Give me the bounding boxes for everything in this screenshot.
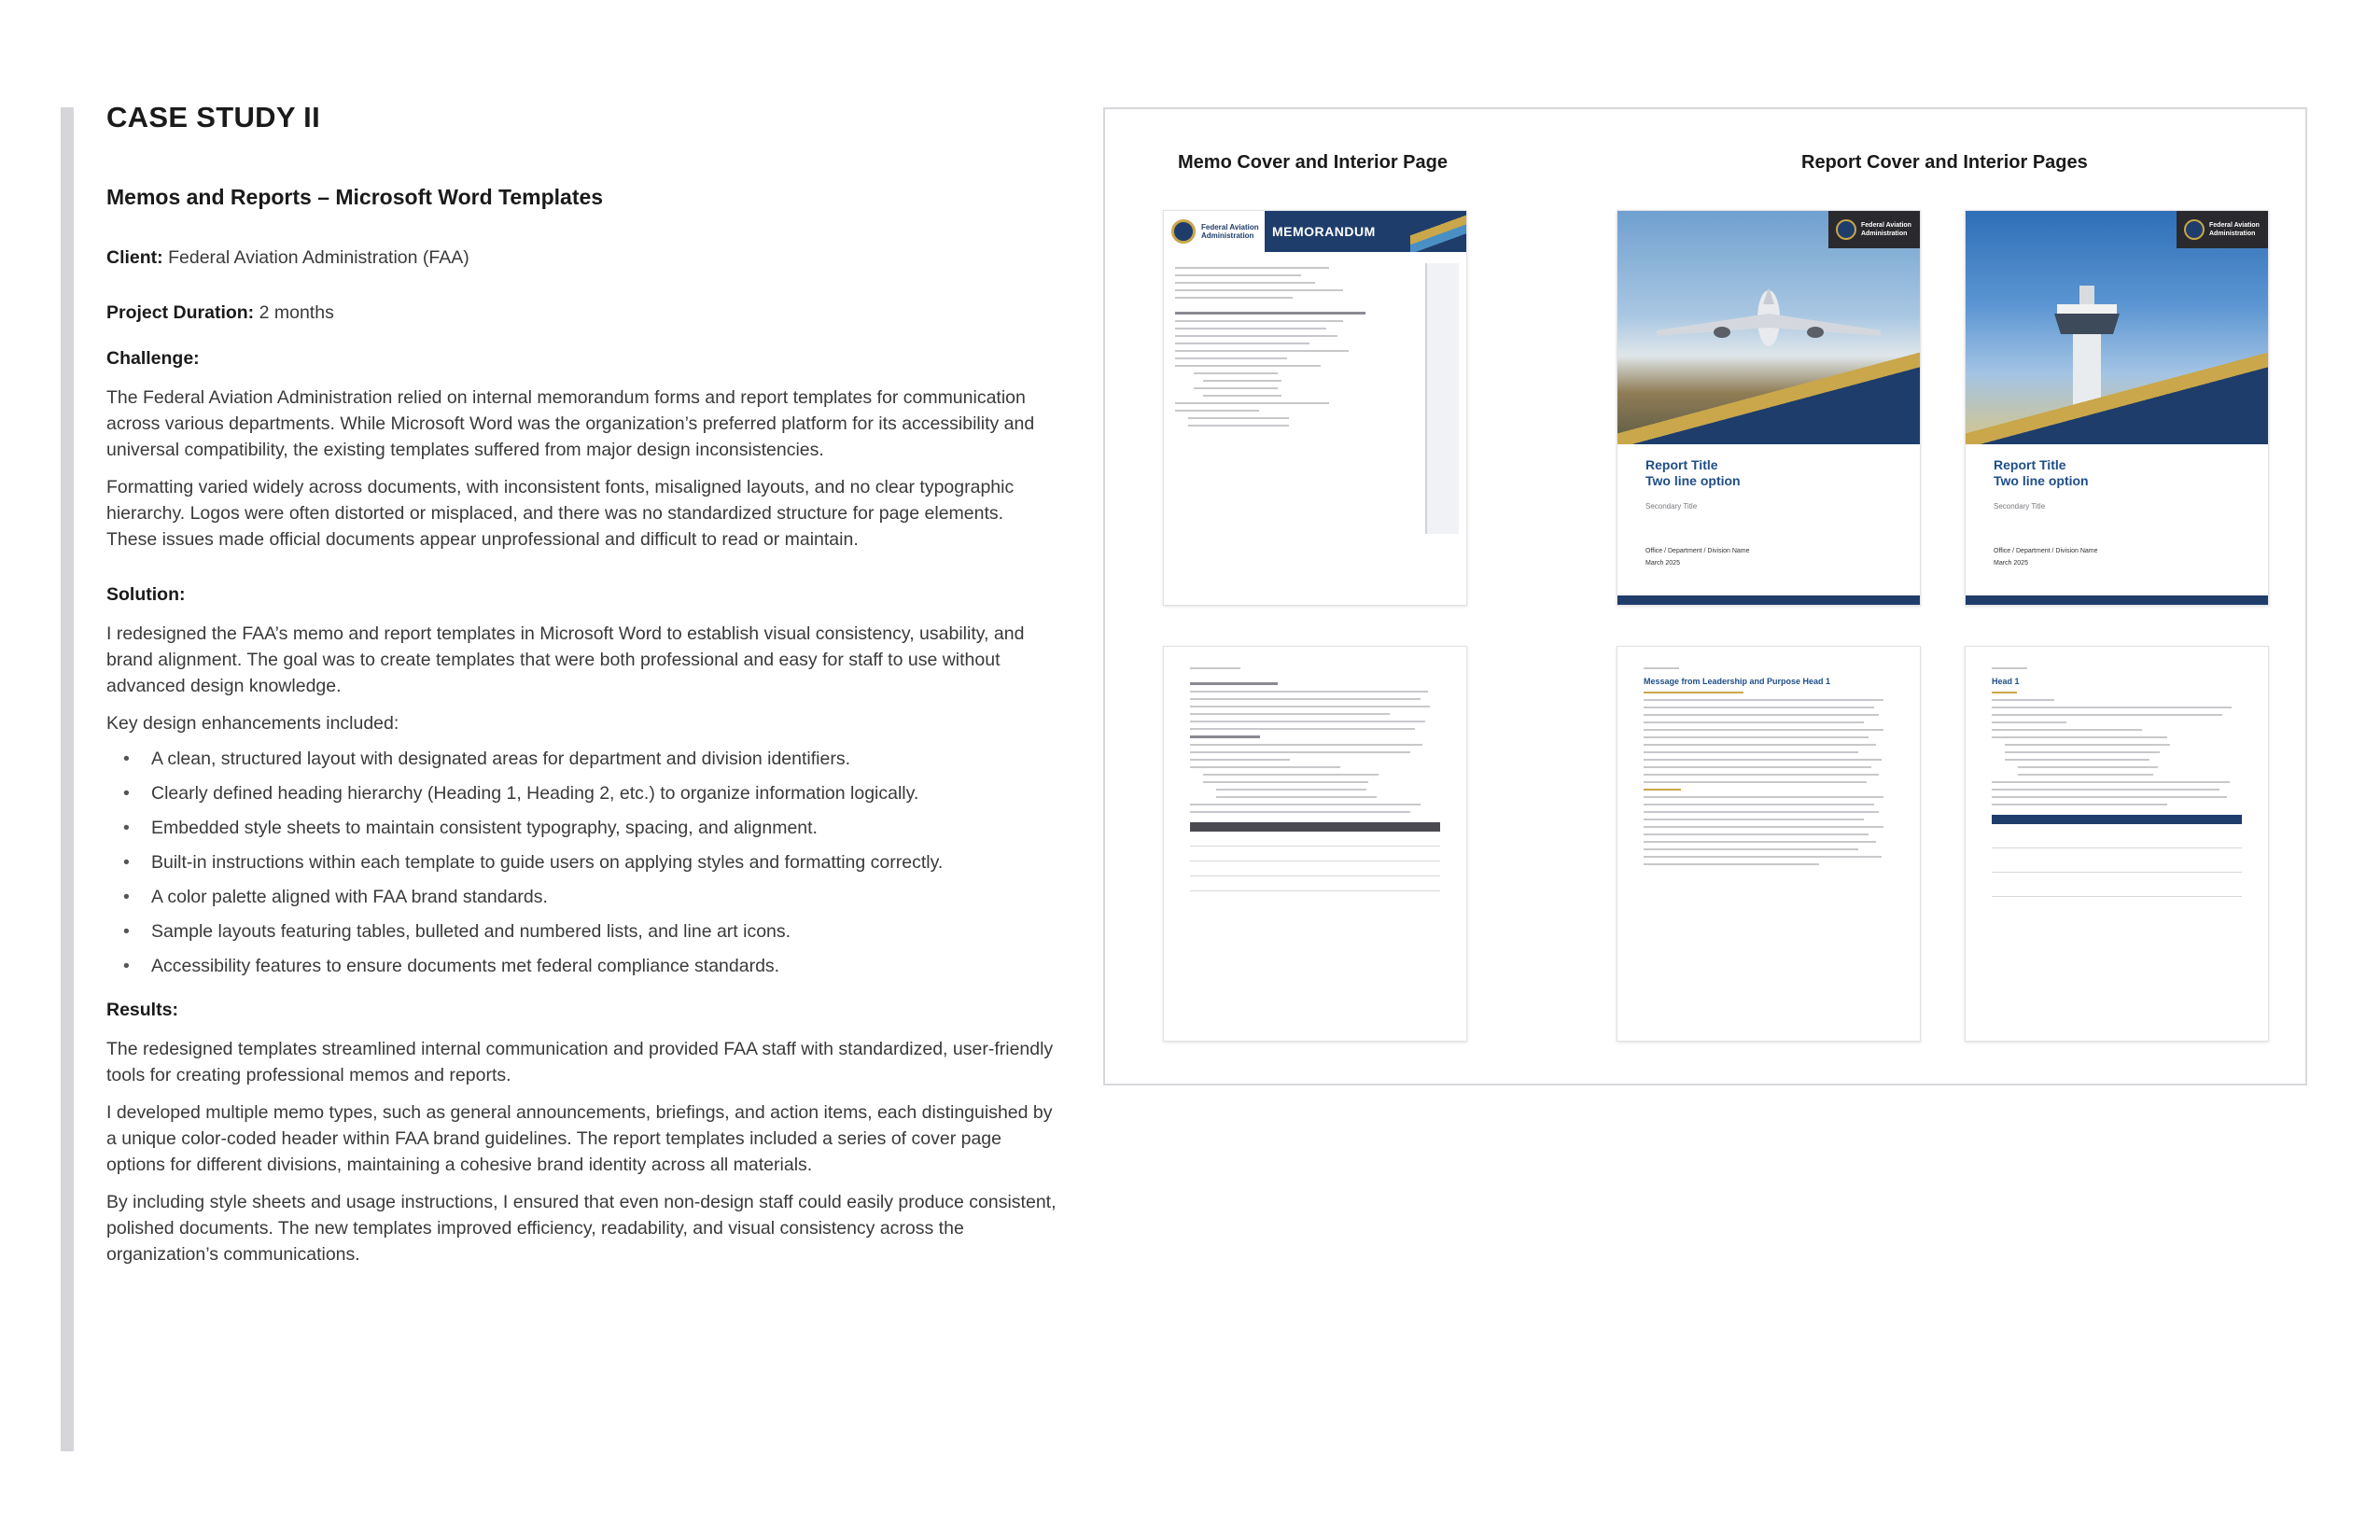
- report-cover-text: [1966, 444, 2268, 580]
- client-value: Federal Aviation Administration (FAA): [168, 247, 469, 268]
- duration-value: 2 months: [259, 302, 334, 323]
- memo-body-placeholder: [1164, 252, 1466, 441]
- memo-interior-placeholder: [1164, 647, 1466, 906]
- case-study-subtitle: Memos and Reports – Microsoft Word Templates: [106, 185, 604, 209]
- sample-table-header: [1190, 822, 1440, 832]
- list-item: • A clean, structured layout with designated areas for department and division identifiers.: [106, 746, 1058, 772]
- list-item: • Embedded style sheets to maintain consistent typography, spacing, and alignment.: [106, 815, 1058, 841]
- memo-section-label: Memo Cover and Interior Page: [1178, 152, 1448, 173]
- duration-line: [106, 302, 1058, 324]
- cover-diagonal-band: [1617, 342, 1920, 444]
- faa-seal-icon: [1171, 219, 1196, 244]
- report-cover-text: [1617, 444, 1920, 580]
- report-secondary-title: Secondary Title: [1645, 502, 1698, 511]
- cover-diagonal-band: [1966, 342, 2268, 444]
- report-title-second-line: Two line option: [1994, 473, 2089, 488]
- left-accent-bar: [61, 107, 74, 1451]
- report-date: March 2025: [1994, 560, 2028, 567]
- results-heading: Results:: [106, 1000, 178, 1020]
- report-section-label: Report Cover and Interior Pages: [1801, 152, 2088, 173]
- faa-logo: [2177, 211, 2268, 248]
- report-cover-thumbnail-plane[interactable]: [1617, 210, 1921, 606]
- challenge-heading: Challenge:: [106, 348, 200, 369]
- list-item: • A color palette aligned with FAA brand standards.: [106, 884, 1058, 910]
- challenge-paragraph: The Federal Aviation Administration relied on internal memorandum forms and report templates for communication across various departments. While Microsoft Word was the organization’s preferred platform for its accessibility and universal compatibility, the existing templates suffered from major design inconsistencies.: [106, 387, 1035, 460]
- faa-logo: [1164, 211, 1265, 252]
- solution-paragraph: Key design enhancements included:: [106, 713, 399, 734]
- case-study-title: CASE STUDY II: [106, 101, 320, 133]
- solution-paragraph: I redesigned the FAA’s memo and report templates in Microsoft Word to establish visual consistency, usability, and brand alignment. The goal was to create templates that were both professional and easy for staff to use without advanced design knowledge.: [106, 623, 1025, 696]
- client-line: [106, 247, 1058, 269]
- duration-label: Project Duration:: [106, 302, 255, 323]
- faa-logo: [1828, 211, 1920, 248]
- challenge-paragraph: Formatting varied widely across documents, with inconsistent fonts, misaligned layouts, and no clear typographic hierarchy. Logos were often distorted or misplaced, and there was no standardized structure for page elements. These issues made official documents appear unprofessional and difficult to read or maintain.: [106, 477, 1015, 550]
- report-date: March 2025: [1645, 560, 1680, 567]
- memo-title: MEMORANDUM: [1272, 224, 1376, 239]
- solution-heading: Solution:: [106, 584, 186, 605]
- report-interior-thumbnail[interactable]: [1617, 646, 1921, 1042]
- cover-agency-name: Federal Aviation Administration: [2209, 222, 2260, 237]
- report-interior-content: [1617, 647, 1920, 886]
- report-title: Report Title: [1994, 457, 2066, 472]
- report-office-name: Office / Department / Division Name: [1645, 548, 1750, 554]
- report-title: Report Title: [1645, 457, 1718, 472]
- template-showcase-panel: [1103, 107, 2307, 1085]
- results-paragraph: By including style sheets and usage instructions, I ensured that even non-design staff could easily produce consistent, polished documents. The new templates improved efficiency, readability, and visual consistency across the organization’s communications.: [106, 1192, 1057, 1265]
- memo-cover-thumbnail[interactable]: [1163, 210, 1467, 606]
- report-office-name: Office / Department / Division Name: [1994, 548, 2098, 554]
- results-paragraph: The redesigned templates streamlined internal communication and provided FAA staff with standardized, user-friendly tools for creating professional memos and reports.: [106, 1039, 1054, 1085]
- memo-header-stripe: [1410, 211, 1466, 252]
- report-cover-photo-plane: [1617, 211, 1920, 444]
- report-interior-heading: Head 1: [1992, 677, 2020, 686]
- memo-agency-name: Federal Aviation Administration: [1201, 223, 1259, 240]
- list-item: • Accessibility features to ensure documents met federal compliance standards.: [106, 953, 1058, 979]
- client-label: Client:: [106, 247, 163, 268]
- report-interior-heading: Message from Leadership and Purpose Head 1: [1644, 677, 1831, 686]
- memo-sidebar-placeholder: [1425, 263, 1459, 534]
- cover-agency-name: Federal Aviation Administration: [1861, 222, 1911, 237]
- case-study-column: [106, 101, 1058, 1279]
- report-footer-band: [1966, 595, 2268, 605]
- list-item: • Clearly defined heading hierarchy (Heading 1, Heading 2, etc.) to organize information logically.: [106, 780, 1058, 806]
- faa-seal-icon: [2184, 219, 2205, 240]
- enhancements-list: [106, 746, 1058, 979]
- sample-table-header: [1992, 815, 2242, 824]
- report-interior-thumbnail[interactable]: [1965, 646, 2269, 1042]
- report-cover-thumbnail-tower[interactable]: [1965, 210, 2269, 606]
- list-item: • Built-in instructions within each template to guide users on applying styles and formatting correctly.: [106, 849, 1058, 875]
- memo-interior-thumbnail[interactable]: [1163, 646, 1467, 1042]
- report-cover-photo-tower: [1966, 211, 2268, 444]
- list-item: • Sample layouts featuring tables, bulleted and numbered lists, and line art icons.: [106, 918, 1058, 945]
- faa-seal-icon: [1836, 219, 1856, 240]
- report-title-second-line: Two line option: [1645, 473, 1741, 488]
- report-secondary-title: Secondary Title: [1994, 502, 2046, 511]
- results-paragraph: I developed multiple memo types, such as general announcements, briefings, and action items, each distinguished by a unique color-coded header within FAA brand guidelines. The report templates included a series of cover page options for different divisions, maintaining a cohesive brand identity across all materials.: [106, 1102, 1053, 1175]
- report-footer-band: [1617, 595, 1920, 605]
- report-interior-content: [1966, 647, 2268, 912]
- memo-header-band: [1164, 211, 1466, 252]
